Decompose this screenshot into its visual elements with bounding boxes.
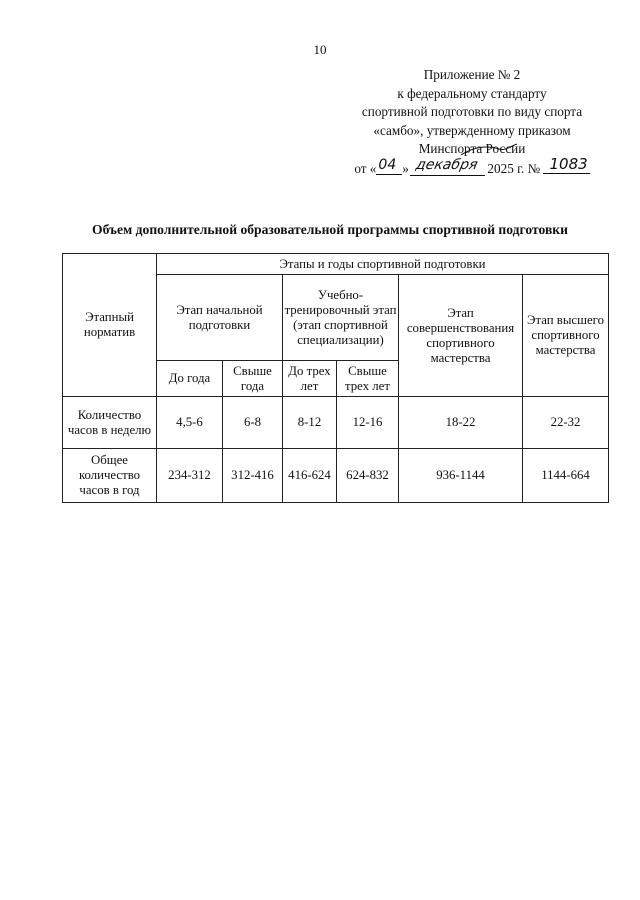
- table-cell: 416-624: [283, 449, 337, 503]
- row-label: Количество часов в неделю: [63, 397, 157, 449]
- page-number: 10: [313, 42, 327, 57]
- stage-highest: Этап высшего спортивного мастерства: [523, 275, 609, 397]
- table-cell: 4,5-6: [157, 397, 223, 449]
- table-cell: 22-32: [523, 397, 609, 449]
- ministry-text: Минспорта России: [418, 141, 526, 156]
- appendix-line: Приложение № 2: [423, 67, 521, 82]
- stages-header: Этапы и годы спортивной подготовки: [157, 254, 609, 275]
- table-cell: 1144-664: [523, 449, 609, 503]
- date-line: [354, 154, 589, 180]
- date-year: 2025 г. №: [487, 160, 541, 176]
- appendix-line: спортивной подготовки по виду спорта: [361, 104, 583, 119]
- table-cell: 624-832: [337, 449, 399, 503]
- date-mid: »: [402, 160, 409, 176]
- handwritten-day: 04: [376, 156, 402, 176]
- table-cell: 312-416: [223, 449, 283, 503]
- handwritten-order-number: 1083: [543, 155, 589, 175]
- sub-training-1: До трех лет: [283, 361, 337, 397]
- table-cell: 936-1144: [399, 449, 523, 503]
- table-header-row: [63, 254, 609, 275]
- table-cell: 234-312: [157, 449, 223, 503]
- sub-training-2: Свыше трех лет: [337, 361, 399, 397]
- table-cell: 12-16: [337, 397, 399, 449]
- table-cell: 6-8: [223, 397, 283, 449]
- row-label: Общее количество часов в год: [63, 449, 157, 503]
- table-row: [63, 397, 609, 449]
- norm-header: Этапный норматив: [63, 254, 157, 397]
- table-cell: 8-12: [283, 397, 337, 449]
- table-row: [63, 449, 609, 503]
- document-title: Объем дополнительной образовательной программы спортивной подготовки: [92, 222, 568, 237]
- stage-training: Учебно-тренировочный этап (этап спортивной специализации): [283, 275, 399, 361]
- appendix-header: [342, 66, 602, 179]
- table-cell: 18-22: [399, 397, 523, 449]
- appendix-line: «самбо», утвержденному приказом: [373, 122, 571, 138]
- stage-initial: Этап начальной подготовки: [157, 275, 283, 361]
- stage-improvement: Этап совершенствования спортивного мастерства: [399, 275, 523, 397]
- sub-initial-1: До года: [157, 361, 223, 397]
- date-prefix: от «: [354, 160, 377, 176]
- handwritten-month: декабря: [410, 156, 489, 176]
- sub-initial-2: Свыше года: [223, 361, 283, 397]
- volume-table: [62, 253, 609, 503]
- appendix-line: к федеральному стандарту: [397, 85, 547, 101]
